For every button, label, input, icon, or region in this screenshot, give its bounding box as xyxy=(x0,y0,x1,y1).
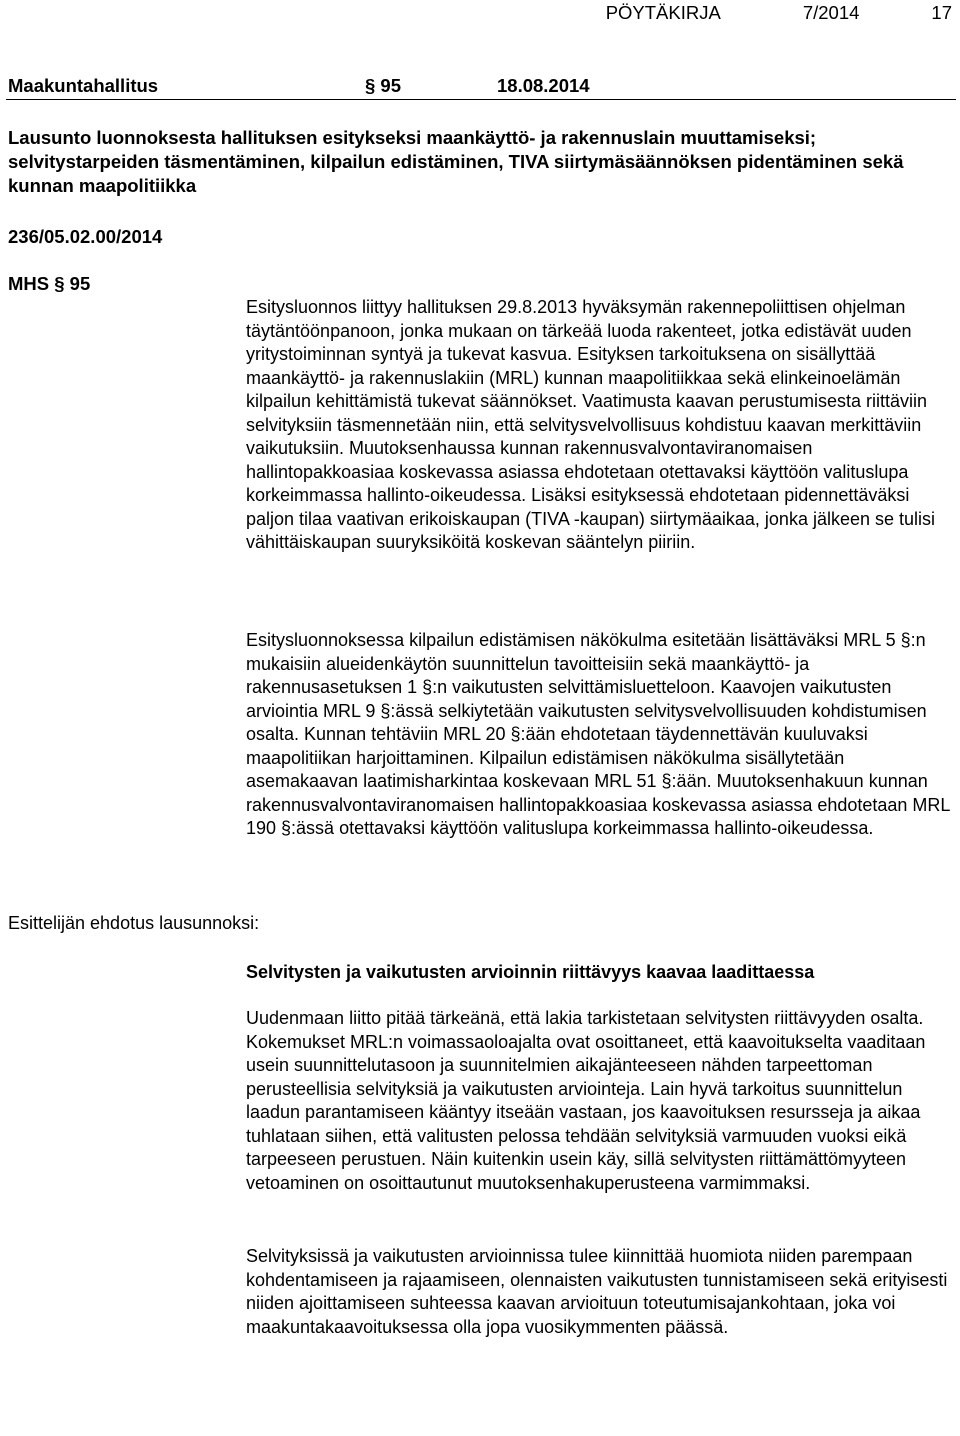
section-paragraph-2: Selvityksissä ja vaikutusten arvioinnissa tulee kiinnittää huomiota niiden parempaan kohdentamiseen ja rajaamiseen, olennaisten vaikutusten tunnistamiseen sekä erityisesti niiden ajoittamiseen suhteessa kaavan arvioituun toteutumisajankohtaan, joka voi maakuntakaavoituksessa olla jopa vuosikymmenten päässä. xyxy=(246,1246,948,1337)
body-paragraph-2: Esitysluonnoksessa kilpailun edistämisen näkökulma esitetään lisättäväksi MRL 5 §:n mukaisiin alueidenkäytön suunnittelun tavoitteisiin sekä maankäyttö- ja rakennusasetuksen 1 §:n vaikutusten selvittämisluetteloon. Kaavojen vaikutusten arviointia MRL 9 §:ässä selkiytetään vaikutusten selvitysvelvollisuuden kohdistumisen osalta. Kunnan tehtäviin MRL 20 §:ään ehdotetaan täydennettävän kuuluvaksi maapolitiikan harjoittaminen. Kilpailun edistämisen näkökulma sisällytetään asemakaavan laatimisharkintaa koskevaan MRL 51 §:ään. Muutoksenhakuun kunnan rakennusvalvontaviranomaisen hallintopakkoasiaa koskevassa asiassa ehdotetaan MRL 190 §:ässä otettavaksi käyttöön valituslupa korkeimmassa hallinto-oikeudessa. xyxy=(246,630,950,838)
section-heading: Selvitysten ja vaikutusten arvioinnin riittävyys kaavaa laadittaessa xyxy=(246,962,815,982)
document-number: 7/2014 xyxy=(802,2,860,23)
page-header xyxy=(606,2,952,24)
section-paragraph-1: Uudenmaan liitto pitää tärkeänä, että lakia tarkistetaan selvitysten riittävyyden osalta. Kokemukset MRL:n voimassaoloajalta ovat osoittaneet, että kaavoitukselta vaaditaan usein suunnittelutasoon ja suunnitelmien aikajänteeseen nähden tarpeettoman perusteellisia selvityksiä ja vaikutusten arviointeja. Lain hyvä tarkoitus suunnittelun laadun parantamiseen kääntyy itseään vastaan, jos kaavoituksen resursseja ja aikaa tuhlataan siihen, että valitusten pelossa tehdään selvityksiä varmuuden vuoksi eikä tarpeeseen perustuen. Näin kuitenkin usein käy, sillä selvitysten riittämättömyyteen vetoaminen on osoittautunut muutoksenhakuperusteena varmimmaksi. xyxy=(246,1008,926,1193)
document-title: Lausunto luonnoksesta hallituksen esitykseksi maankäyttö- ja rakennuslain muuttamiseksi; selvitystarpeiden täsmentäminen, kilpailun edistäminen, TIVA siirtymäsäännöksen pidentäminen sekä kunnan maapolitiikka xyxy=(8,127,904,196)
meeting-date: 18.08.2014 xyxy=(497,75,590,96)
mhs-paragraph: MHS § 95 xyxy=(8,273,91,294)
document-type: PÖYTÄKIRJA xyxy=(605,2,721,23)
diary-number: 236/05.02.00/2014 xyxy=(8,226,163,247)
meeting-paragraph: § 95 xyxy=(365,75,402,96)
proposal-label: Esittelijän ehdotus lausunnoksi: xyxy=(8,913,260,933)
header-divider xyxy=(6,99,956,100)
meeting-body: Maakuntahallitus xyxy=(8,75,159,96)
page-number: 17 xyxy=(931,2,952,23)
body-paragraph-1: Esitysluonnos liittyy hallituksen 29.8.2013 hyväksymän rakennepoliittisen ohjelman täytäntöönpanoon, jonka mukaan on tärkeää luoda rakenteet, jotka edistävät uuden yritystoiminnan syntyä ja tukevat kasvua. Esityksen tarkoituksena on sisällyttää maankäyttö- ja rakennuslakiin (MRL) kunnan maapolitiikkaa sekä elinkeinoelämän kilpailun kehittämistä tukevat säännökset. Vaatimusta kaavan perustumisesta riittäviin selvityksiin täsmennetään niin, että selvitysvelvollisuus kohdistuu kaavan merkittäviin vaikutuksiin. Muutoksenhaussa kunnan rakennusvalvontaviranomaisen hallintopakkoasiaa koskevassa asiassa ehdotetaan otettavaksi käyttöön valituslupa korkeimmassa hallinto-oikeudessa. Lisäksi esityksessä ehdotetaan pidennettäväksi paljon tilaa vaativan erikoiskaupan (TIVA -kaupan) siirtymäaikaa, jonka jälkeen se tulisi vähittäiskaupan suuryksiköitä koskevan sääntelyn piiriin. xyxy=(246,297,936,552)
